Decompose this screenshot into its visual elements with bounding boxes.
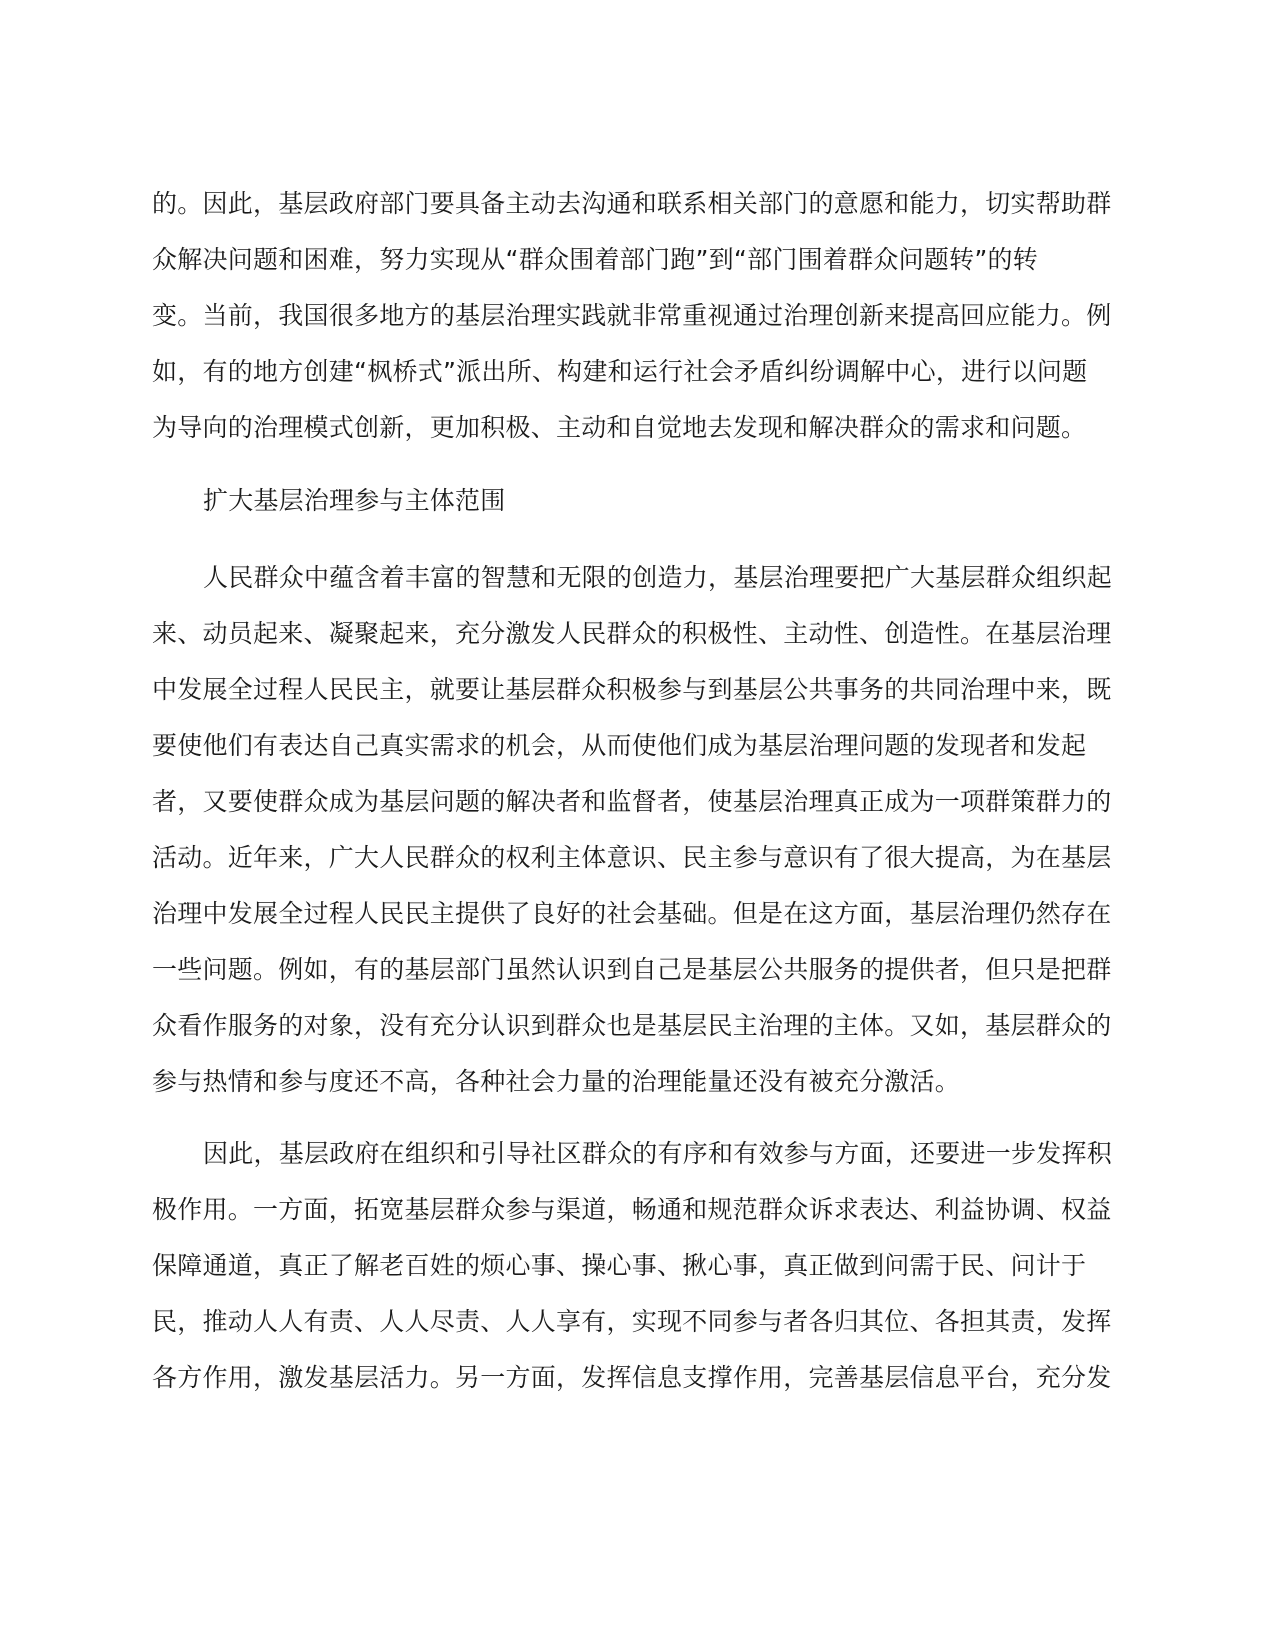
text-line: 因此，基层政府在组织和引导社区群众的有序和有效参与方面，还要进一步发挥积 [203,1139,1113,1168]
text-line: 如，有的地方创建“枫桥式”派出所、构建和运行社会矛盾纠纷调解中心，进行以问题 [152,357,1088,386]
text-line: 治理中发展全过程人民民主提供了良好的社会基础。但是在这方面，基层治理仍然存在 [152,899,1112,928]
text-line: 者，又要使群众成为基层问题的解决者和监督者，使基层治理真正成为一项群策群力的 [152,787,1112,816]
heading-text: 扩大基层治理参与主体范围 [203,486,506,515]
text-line: 活动。近年来，广大人民群众的权利主体意识、民主参与意识有了很大提高，为在基层 [152,843,1112,872]
text-line: 变。当前，我国很多地方的基层治理实践就非常重视通过治理创新来提高回应能力。例 [152,301,1112,330]
text-line: 保障通道，真正了解老百姓的烦心事、操心事、揪心事，真正做到问需于民、问计于 [152,1251,1087,1280]
text-line: 中发展全过程人民民主，就要让基层群众积极参与到基层公共事务的共同治理中来，既 [152,675,1112,704]
text-line: 的。因此，基层政府部门要具备主动去沟通和联系相关部门的意愿和能力，切实帮助群 [152,189,1112,218]
text-line: 为导向的治理模式创新，更加积极、主动和自觉地去发现和解决群众的需求和问题。 [152,413,1087,442]
text-line: 来、动员起来、凝聚起来，充分激发人民群众的积极性、主动性、创造性。在基层治理 [152,619,1112,648]
text-line: 各方作用，激发基层活力。另一方面，发挥信息支撑作用，完善基层信息平台，充分发 [152,1363,1112,1392]
text-line: 民，推动人人有责、人人尽责、人人享有，实现不同参与者各归其位、各担其责，发挥 [152,1307,1112,1336]
text-line: 人民群众中蕴含着丰富的智慧和无限的创造力，基层治理要把广大基层群众组织起 [203,563,1113,592]
text-line: 参与热情和参与度还不高，各种社会力量的治理能量还没有被充分激活。 [152,1067,961,1096]
text-line: 要使他们有表达自己真实需求的机会，从而使他们成为基层治理问题的发现者和发起 [152,731,1087,760]
text-line: 众看作服务的对象，没有充分认识到群众也是基层民主治理的主体。又如，基层群众的 [152,1011,1112,1040]
text-line: 众解决问题和困难，努力实现从“群众围着部门跑”到“部门围着群众问题转”的转 [152,245,1039,274]
text-line: 一些问题。例如，有的基层部门虽然认识到自己是基层公共服务的提供者，但只是把群 [152,955,1112,984]
text-line: 极作用。一方面，拓宽基层群众参与渠道，畅通和规范群众诉求表达、利益协调、权益 [152,1195,1112,1224]
